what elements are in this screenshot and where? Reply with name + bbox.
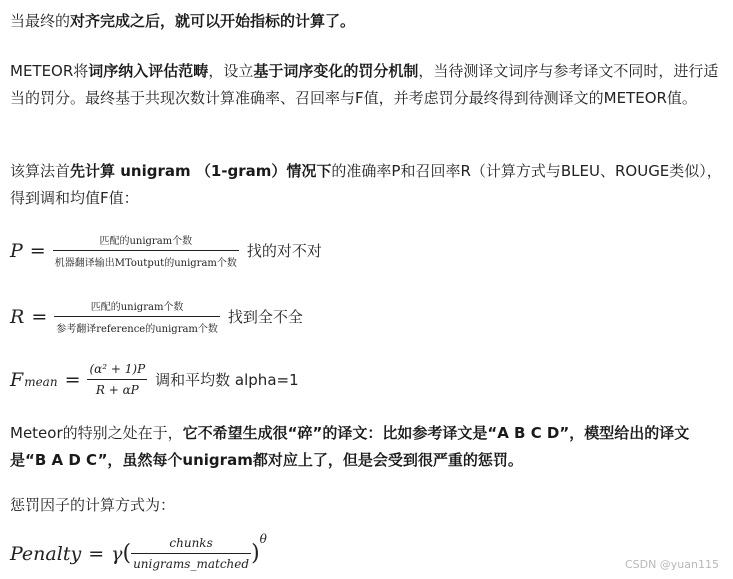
denominator: unigrams_matched	[133, 557, 250, 571]
fraction	[131, 536, 251, 571]
denominator: 机器翻译输出MToutput的unigram个数	[54, 258, 237, 269]
numerator: chunks	[169, 536, 213, 550]
bold-text: 对齐完成之后，就可以开始指标的计算了。	[70, 12, 356, 30]
math-symbol: R	[10, 305, 25, 328]
text-span: Meteor的特别之处在于，	[10, 424, 183, 442]
formula-note: 找的对不对	[246, 242, 322, 260]
paragraph-unigram	[10, 158, 723, 212]
math-symbol: Penalty	[10, 542, 82, 565]
numerator: 匹配的unigram个数	[90, 302, 184, 313]
bold-text: 基于词序变化的罚分机制	[253, 62, 419, 80]
numerator: (α² + 1)P	[89, 362, 146, 376]
left-paren: (	[122, 541, 132, 566]
bold-text: 先计算 unigram （1-gram）情况下	[70, 162, 332, 180]
paragraph-penalty-intro	[10, 492, 175, 519]
math-symbol: F	[10, 368, 24, 391]
text-span: 的准确率P和召回率R（计算方式与BLEU、ROUGE类似），得到调和均值F值：	[10, 162, 722, 207]
subscript: mean	[24, 374, 58, 389]
equals-sign: =	[29, 239, 46, 262]
bold-text: 词序纳入评估范畴	[88, 62, 209, 80]
equals-sign: =	[31, 305, 48, 328]
math-symbol: P	[10, 239, 23, 262]
formula-lhs	[10, 369, 58, 391]
bold-text: 它不希望生成很“碎”的译文：比如参考译文是“A B C D”，模型给出的译文是“B A D C”，虽然每个unigram都对应上了，但是会受到很严重的惩罚。	[10, 424, 690, 469]
denominator: R + αP	[95, 383, 139, 397]
numerator: 匹配的unigram个数	[99, 236, 193, 247]
fraction	[53, 232, 239, 269]
denominator: 参考翻译reference的unigram个数	[56, 324, 218, 335]
watermark: CSDN @yuan115	[624, 558, 719, 571]
formula-note: 找到全不全	[227, 308, 303, 326]
text-span: ，设立	[208, 62, 254, 80]
formula-recall	[10, 298, 303, 335]
formula-lhs	[10, 306, 24, 328]
text-span: 该算法首	[10, 162, 71, 180]
paragraph-alignment-done	[10, 8, 355, 35]
gamma-symbol: γ	[111, 542, 123, 565]
formula-fmean	[10, 362, 299, 397]
formula-penalty	[10, 532, 267, 571]
fraction	[87, 362, 147, 397]
right-paren: )	[251, 541, 260, 566]
formula-lhs	[10, 240, 23, 262]
exponent: θ	[259, 532, 267, 546]
text-span: 惩罚因子的计算方式为：	[10, 496, 176, 514]
text-span: ，当待测译文词序与参考译文不同时，进行适当的罚分。最终基于共现次数计算准确率、召回率与F值，并考虑罚分最终得到待测译文的METEOR值。	[10, 62, 719, 107]
formula-precision	[10, 232, 322, 269]
text-span: 当最终的	[10, 12, 71, 30]
equals-sign: =	[88, 542, 105, 565]
formula-lhs	[10, 543, 81, 565]
formula-note: 调和平均数 alpha=1	[155, 371, 299, 389]
text-span: METEOR将	[10, 62, 89, 80]
fraction	[54, 298, 220, 335]
paragraph-fragmentation	[10, 420, 723, 474]
equals-sign: =	[64, 368, 81, 391]
paragraph-meteor-intro	[10, 58, 723, 112]
